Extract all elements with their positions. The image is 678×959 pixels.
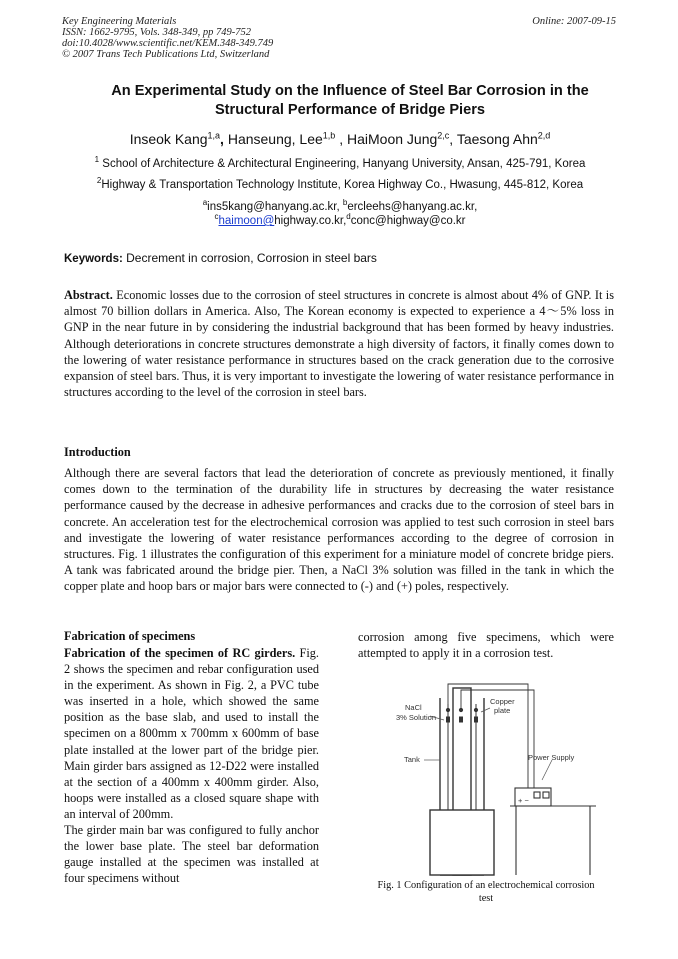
- fabrication-subheading: Fabrication of the specimen of RC girders.: [64, 646, 296, 660]
- email-sup: b: [342, 198, 348, 208]
- fabrication-left-column: [64, 645, 319, 886]
- label-plate: plate: [494, 706, 511, 715]
- affil-text: Highway & Transportation Technology Institute, Korea Highway Co., Hwasung, 445-812, Korea: [101, 179, 584, 191]
- paper-title: [70, 82, 630, 120]
- label-nacl: NaCl: [405, 703, 422, 712]
- author-name: HaiMoon Jung: [346, 131, 438, 147]
- fabrication-para-1: Fig. 2 shows the specimen and rebar configuration used in the experiment. As shown in Fig. 2, a PVC tube was inserted in a hole, which showed the same position as the base slab, and used to install the specimen on a 800mm x 700mm x 600mm of base plate installed at the lower part of the bridge pier. Main girder bars assigned as 12-D22 were installed at the section of a 400mm x 400mm girder. Also, hoops were installed as a closed square shape with an interval of 200mm.: [64, 646, 319, 821]
- email-a: ins5kang@hanyang.ac.kr,: [207, 201, 340, 213]
- affiliation-2: [40, 176, 640, 191]
- affil-sup: 2: [96, 176, 102, 186]
- email-sup: c: [214, 212, 219, 222]
- copper-plates: [446, 704, 477, 810]
- author-sup: 2,c: [437, 130, 450, 141]
- label-nacl-solution: 3% Solution: [396, 713, 437, 722]
- figure-1-caption: [358, 880, 614, 905]
- author-sup: 1,b: [322, 130, 336, 141]
- fabrication-heading: Fabrication of specimens: [64, 629, 196, 643]
- fabrication-right-column: corrosion among five specimens, which were attempted to apply it in a corrosion test.: [358, 630, 614, 661]
- abstract-text: Economic losses due to the corrosion of steel structures in concrete is almost about 4% of GNP. It is almost 70 billion dollars in America. Also, The Korean economy is expected to experience a 4～5% loss in GNP in the near future in by considering the industrial background that has been formed by heavy industries. Although deteriorations in concrete structures demonstrate a high diversity of factors, it finally comes down to the lowering of water resistance performance in structures based on the crack generation due to the corrosive expansion of steel bars. Thus, it is very important to investigate the lowering of water resistance performance in structures according to the level of the corrosion in steel bars.: [64, 288, 614, 400]
- abstract-label: Abstract.: [64, 288, 113, 302]
- journal-header: [62, 16, 273, 60]
- title-line-2: Structural Performance of Bridge Piers: [214, 102, 486, 118]
- svg-text:+ −: + −: [518, 796, 529, 805]
- email-d: conc@highway@co.kr: [350, 215, 466, 227]
- author-name: Taesong Ahn: [456, 131, 538, 147]
- journal-doi: doi:10.4028/www.scientific.net/KEM.348-349.749: [62, 38, 274, 49]
- email-b: ercleehs@hanyang.ac.kr,: [347, 201, 478, 213]
- email-sup: d: [346, 212, 351, 222]
- journal-name: Key Engineering Materials: [62, 16, 177, 27]
- nacl-solution: [430, 810, 494, 875]
- email-c: highway.co.kr,: [274, 215, 347, 227]
- author-name: Hanseung, Lee: [227, 131, 323, 147]
- email-link[interactable]: haimoon@: [218, 215, 275, 227]
- keywords: [64, 251, 377, 265]
- affil-text: School of Architecture & Architectural Engineering, Hanyang University, Ansan, 425-791, Korea: [102, 158, 586, 170]
- keywords-label: Keywords:: [64, 253, 123, 265]
- caption-line-1: Fig. 1 Configuration of an electrochemical corrosion: [377, 880, 595, 891]
- journal-copyright: © 2007 Trans Tech Publications Ltd, Switzerland: [62, 49, 270, 60]
- introduction-text: Although there are several factors that lead the deterioration of concrete as previously mentioned, it finally comes down to the termination of the durability life in structures by decreasing the water resistance performance caused by the decrease in adhesive performances and cracks due to the corrosion of steel bars in concrete. An acceleration test for the electrochemical corrosion was applied to test such corrosion in steel bars and investigate the lowering of water resistance performances according to the degree of corrosion in structures. Fig. 1 illustrates the configuration of this experiment for a miniature model of concrete bridge piers. A tank was fabricated around the bridge pier. Then, a NaCl 3% solution was filled in the tank in which the copper plate and hoop bars or major bars were connected to (-) and (+) poles, respectively.: [64, 466, 614, 594]
- author-list: Inseok Kang$^{1,a}$, Hanseung, Lee$^{1,b}$ , HaiMoon Jung$^{2,c}$, Taesong Ahn$^{2,d}$: [129, 130, 551, 147]
- caption-line-2: test: [478, 892, 494, 904]
- label-power-supply: Power Supply: [528, 753, 575, 762]
- email-line-1: [40, 200, 640, 214]
- affiliation-1: [40, 155, 640, 170]
- abstract: [64, 287, 614, 400]
- label-tank: Tank: [404, 755, 420, 764]
- email-block: [40, 200, 640, 228]
- label-copper: Copper: [490, 697, 515, 706]
- journal-issn: ISSN: 1662-9795, Vols. 348-349, pp 749-752: [62, 27, 251, 38]
- fabrication-para-2: The girder main bar was configured to fully anchor the lower base plate. The steel bar deformation gauge installed at the specimen was installed at four specimens without: [64, 823, 319, 886]
- email-sup: a: [202, 198, 208, 208]
- keywords-text: Decrement in corrosion, Corrosion in steel bars: [126, 251, 377, 265]
- online-date: Online: 2007-09-15: [532, 16, 616, 27]
- author-sup: 1,a: [207, 130, 221, 141]
- author-sup: 2,d: [537, 130, 551, 141]
- introduction-heading: Introduction: [64, 445, 131, 459]
- author-name: Inseok Kang: [129, 131, 208, 147]
- title-line-1: An Experimental Study on the Influence of Steel Bar Corrosion in the: [111, 83, 589, 99]
- affil-sup: 1: [94, 155, 100, 165]
- figure-1: [360, 680, 616, 876]
- email-line-2: [40, 214, 640, 228]
